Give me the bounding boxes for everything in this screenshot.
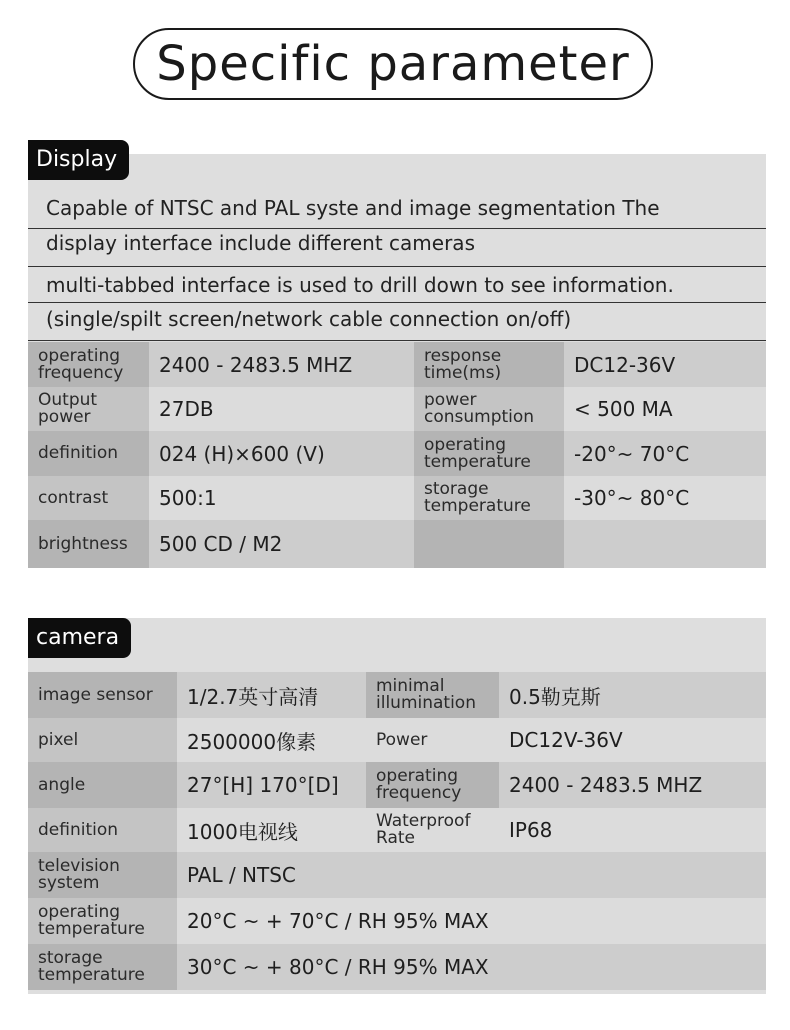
spec-label <box>414 520 564 568</box>
spec-value: 27°[H] 170°[D] <box>177 762 366 808</box>
spec-label: Output power <box>28 387 149 431</box>
table-row <box>28 852 766 898</box>
display-tag: Display <box>28 140 129 180</box>
spec-value: PAL / NTSC <box>177 852 766 898</box>
page-title-badge <box>133 28 653 100</box>
spec-value: 20°C ~ + 70°C / RH 95% MAX <box>177 898 766 944</box>
table-row <box>28 944 766 990</box>
spec-value: 2400 - 2483.5 MHZ <box>149 342 414 387</box>
table-row <box>28 431 766 476</box>
divider <box>28 302 766 303</box>
spec-label: storage temperature <box>414 476 564 520</box>
display-description-line: Capable of NTSC and PAL syste and image segmentation The <box>46 196 660 220</box>
camera-section <box>28 618 766 994</box>
camera-spec-table <box>28 672 766 990</box>
spec-value: 1000电视线 <box>177 808 366 852</box>
page-title: Specific parameter <box>156 36 630 92</box>
divider <box>28 266 766 267</box>
spec-value: 27DB <box>149 387 414 431</box>
spec-label: image sensor <box>28 672 177 718</box>
table-row <box>28 762 766 808</box>
spec-value <box>564 520 766 568</box>
spec-label: Waterproof Rate <box>366 808 499 852</box>
spec-value: 2500000像素 <box>177 718 366 762</box>
spec-value: < 500 MA <box>564 387 766 431</box>
spec-value: IP68 <box>499 808 766 852</box>
display-section <box>28 140 766 568</box>
table-row <box>28 718 766 762</box>
spec-label: power consumption <box>414 387 564 431</box>
spec-value: -30°~ 80°C <box>564 476 766 520</box>
spec-label: operating frequency <box>366 762 499 808</box>
spec-label: operating temperature <box>414 431 564 476</box>
spec-label: angle <box>28 762 177 808</box>
table-row <box>28 476 766 520</box>
spec-value: 1/2.7英寸高清 <box>177 672 366 718</box>
table-row <box>28 520 766 568</box>
spec-label: brightness <box>28 520 149 568</box>
spec-label: television system <box>28 852 177 898</box>
spec-value: 024 (H)×600 (V) <box>149 431 414 476</box>
spec-value: 500:1 <box>149 476 414 520</box>
display-description-line: display interface include different cameras <box>46 231 475 255</box>
spec-label: Power <box>366 718 499 762</box>
spec-label: storage temperature <box>28 944 177 990</box>
table-row <box>28 342 766 387</box>
spec-value: 2400 - 2483.5 MHZ <box>499 762 766 808</box>
spec-value: -20°~ 70°C <box>564 431 766 476</box>
display-description-line: (single/spilt screen/network cable connection on/off) <box>46 307 572 331</box>
spec-value: DC12V-36V <box>499 718 766 762</box>
table-row <box>28 672 766 718</box>
spec-label: definition <box>28 808 177 852</box>
spec-label: definition <box>28 431 149 476</box>
spec-value: 30°C ~ + 80°C / RH 95% MAX <box>177 944 766 990</box>
spec-value: 500 CD / M2 <box>149 520 414 568</box>
camera-tag: camera <box>28 618 131 658</box>
spec-label: contrast <box>28 476 149 520</box>
spec-label: pixel <box>28 718 177 762</box>
table-row <box>28 808 766 852</box>
display-description-line: multi-tabbed interface is used to drill down to see information. <box>46 273 674 297</box>
spec-label: operating temperature <box>28 898 177 944</box>
divider <box>28 228 766 229</box>
display-spec-table <box>28 342 766 568</box>
table-row <box>28 387 766 431</box>
divider <box>28 340 766 341</box>
spec-label: response time(ms) <box>414 342 564 387</box>
spec-label: operating frequency <box>28 342 149 387</box>
spec-label: minimal illumination <box>366 672 499 718</box>
spec-value: DC12-36V <box>564 342 766 387</box>
table-row <box>28 898 766 944</box>
spec-value: 0.5勒克斯 <box>499 672 766 718</box>
